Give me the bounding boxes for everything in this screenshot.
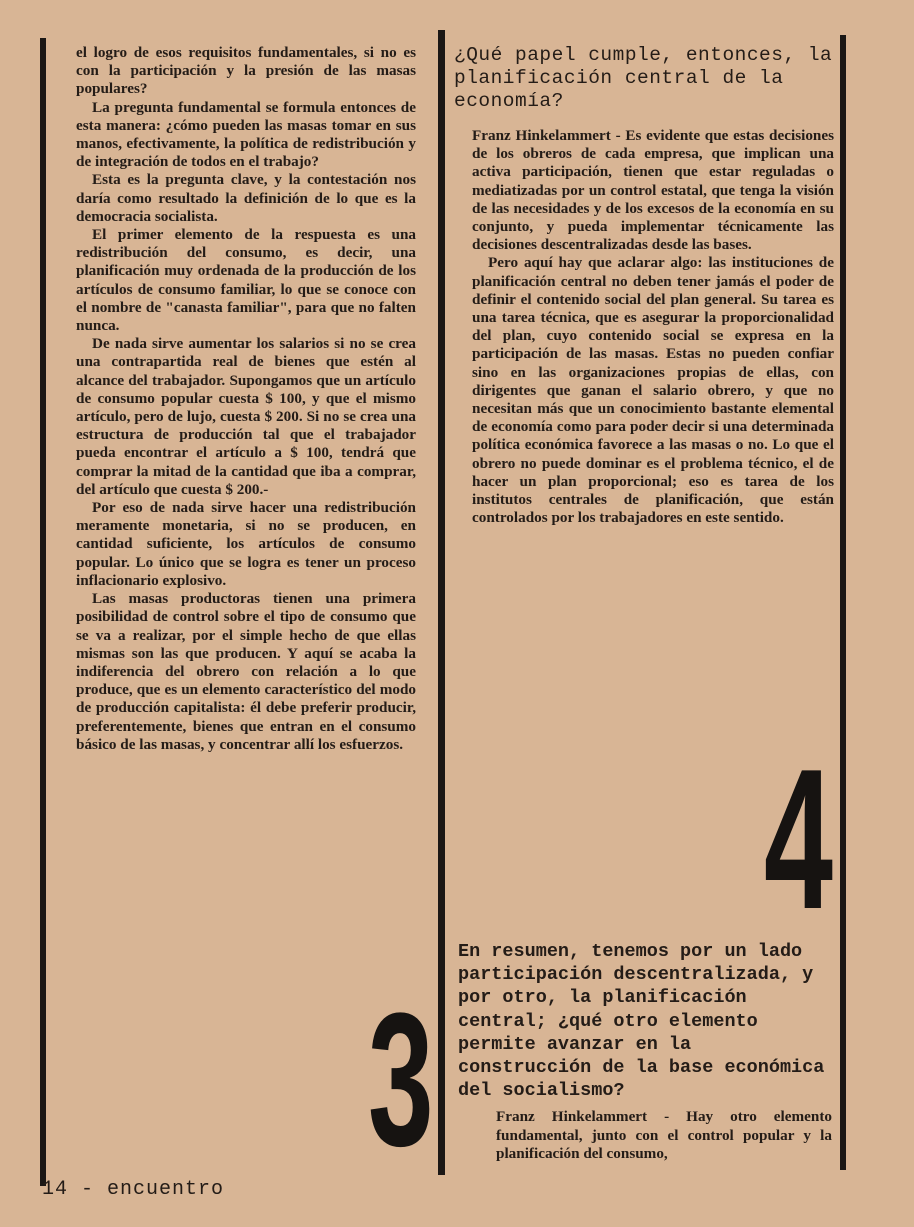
speaker-name: Franz Hinkelammert [472, 127, 611, 144]
left-column-text [76, 44, 416, 754]
paragraph: El primer elemento de la respuesta es una redistribución del consumo, es decir, una planificación muy ordenada de la producción de los artículos de consumo familiar, lo que se conoce con el nombre de "canasta familiar", para que no falten nunca. [76, 226, 416, 335]
question-heading: ¿Qué papel cumple, entonces, la planificación central de la economía? [454, 44, 833, 112]
section-number-4: 4 [764, 728, 833, 951]
right-column-top [454, 44, 834, 527]
section-number-3: 3 [368, 974, 434, 1186]
paragraph: Las masas productoras tienen una primera posibilidad de control sobre el tipo de consumo que se va a realizar, por el simple hecho de que ellas mismas son las que producen. Y aquí se acaba la indiferencia del obrero con relación a lo que produce, que es un elemento característico del modo de producción capitalista: él debe preferir producir, preferentemente, bienes que entran en el consumo básico de las masas, y concentrar allí los esfuerzos. [76, 590, 416, 753]
paragraph: el logro de esos requisitos fundamentales, si no es con la participación y la presión de las masas populares? [76, 44, 416, 98]
paragraph: Esta es la pregunta clave, y la contestación nos daría como resultado la definición de lo que es la democracia socialista. [76, 171, 416, 225]
answer-paragraph: Pero aquí hay que aclarar algo: las instituciones de planificación central no deben tener jamás el poder de definir el contenido social del plan general. Su tarea es una tarea técnica, que es asegurar la proporcionalidad del plan, cuyo contenido social se expresa en la participación de las masas. Estas no pueden confiar sino en las organizaciones propias de ellas, con dirigentes que ganan el salario obrero, y que no necesitan más que un conocimiento bastante elemental de economía como para poder decir si una determinada política económica favorece a las masas o no. Lo que el obrero no puede dominar es el problema técnico, el de hacer un plan proporcional; eso es tarea de los institutos centrales de planificación, que están controlados por los trabajadores en este sentido. [472, 254, 834, 527]
speaker-name: Franz Hinkelammert [496, 1108, 648, 1126]
answer-paragraph [496, 1108, 832, 1163]
answer-text: - Hay otro elemento fundamental, junto con el control popular y la planificación del consumo, [496, 1108, 832, 1162]
right-column-bottom [458, 940, 832, 1163]
answer-bottom [458, 1108, 832, 1163]
left-column-rule [40, 38, 46, 1186]
answer-top [454, 127, 834, 527]
right-column-rule [840, 35, 846, 1170]
center-column-rule [438, 30, 445, 1175]
page-footer: 14 - encuentro [42, 1178, 225, 1201]
question-heading-bottom: En resumen, tenemos por un lado participación descentralizada, y por otro, la planificación central; ¿qué otro elemento permite avanzar en la construcción de la base económica del socialismo? [458, 941, 825, 1102]
answer-paragraph [472, 127, 834, 254]
answer-text: - Es evidente que estas decisiones de los obreros de cada empresa, que implican una activa participación, tienen que estar reguladas o mediatizadas por un control estatal, que tenga la visión de las necesidades y de los excesos de la economía en su conjunto, y pueda implementar técnicamente las decisiones descentralizadas desde las bases. [472, 127, 835, 254]
paragraph: La pregunta fundamental se formula entonces de esta manera: ¿cómo pueden las masas tomar en sus manos, efectivamente, la política de redistribución y de integración de todos en el trabajo? [76, 98, 416, 171]
paragraph: De nada sirve aumentar los salarios si no se crea una contrapartida real de bienes que estén al alcance del trabajador. Supongamos que un artículo de consumo popular cuesta $ 100, y que el mismo artículo, pero de lujo, cuesta $ 200. Si no se crea una estructura de producción tal que el trabajador pueda encontrar el artículo a $ 100, tendrá que comprar la mitad de la cantidad que iba a comprar, del artículo que cuesta $ 200.- [76, 335, 416, 498]
paragraph: Por eso de nada sirve hacer una redistribución meramente monetaria, si no se producen, en cantidad suficiente, los artículos de consumo popular. Lo único que se logra es tener un proceso inflacionario explosivo. [76, 499, 416, 589]
